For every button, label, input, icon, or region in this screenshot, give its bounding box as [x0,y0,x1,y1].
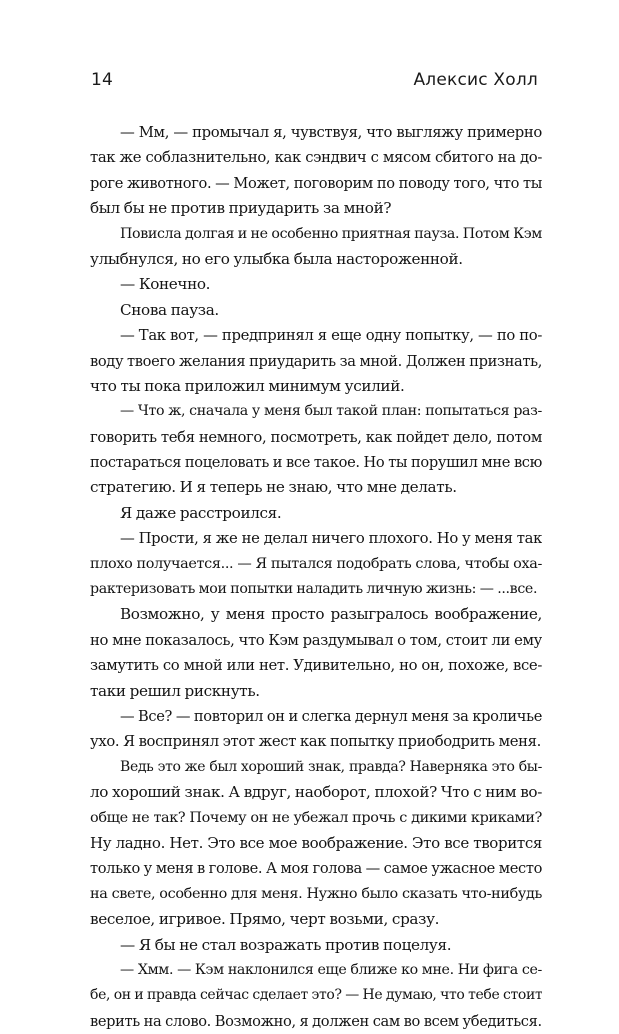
text-line: говорить тебя немного, посмотреть, как пойдет дело, потом [90,428,542,446]
text-line: Ведь это же был хороший знак, правда? Наверняка это бы- [120,758,542,775]
text-line: так же соблазнительно, как сэндвич с мясом сбитого на до- [90,149,542,167]
running-title-author: Алексис Холл [413,70,538,90]
text-line: но мне показалось, что Кэм раздумывал о том, стоит ли ему [90,631,542,649]
running-head [91,70,538,100]
text-line: был бы не против приударить за мной? [90,199,392,218]
text-line: Повисла долгая и не особенно приятная пауза. Потом Кэм [120,225,542,242]
text-line: роге животного. — Может, поговорим по поводу того, что ты [90,174,542,192]
text-line: ло хороший знак. А вдруг, наоборот, плохой? Что с ним во- [90,783,542,802]
text-line: воду твоего желания приударить за мной. Должен признать, [90,352,542,370]
text-line: верить на слово. Возможно, я должен сам во всем убедиться. [90,1012,542,1030]
page-number: 14 [91,70,114,90]
text-line: Снова пауза. [120,300,219,319]
text-line: Я даже расстроился. [120,503,282,522]
text-line: рактеризовать мои попытки наладить личную жизнь: — ...все. [90,581,538,598]
text-line: Ну ладно. Нет. Это все мое воображение. Это все творится [90,833,542,852]
text-line: — Все? — повторил он и слегка дернул меня за кроличье [120,707,542,725]
text-line: только у меня в голове. А моя голова — самое ужасное место [90,860,542,878]
text-line: — Прости, я же не делал ничего плохого. Но у меня так [120,530,542,548]
text-line: ухо. Я воспринял этот жест как попытку приободрить меня. [90,733,542,751]
text-line: — Мм, — промычал я, чувствуя, что выгляжу примерно [120,124,542,141]
text-line: таки решил рискнуть. [90,681,260,700]
text-line: обще не так? Почему он не убежал прочь с дикими криками? [90,809,542,826]
text-line: плохо получается... — Я пытался подобрать слова, чтобы оха- [90,555,542,572]
text-line: что ты пока приложил минимум усилий. [90,376,405,395]
text-line: — Так вот, — предпринял я еще одну попытку, — по по- [120,327,542,345]
text-line: замутить со мной или нет. Удивительно, но он, похоже, все- [90,657,542,675]
text-line: Возможно, у меня просто разыгралось воображение, [120,605,542,624]
text-line: постараться поцеловать и все такое. Но ты порушил мне всю [90,454,542,472]
text-line: стратегию. И я теперь не знаю, что мне делать. [90,478,457,497]
text-line: — Что ж, сначала у меня был такой план: попытаться раз- [120,403,542,420]
text-line: — Конечно. [120,275,211,294]
text-line: на свете, особенно для меня. Нужно было сказать что-нибудь [90,885,542,902]
text-line: бе, он и правда сейчас сделает это? — Не думаю, что тебе стоит [90,987,542,1004]
text-line: улыбнулся, но его улыбка была настороженной. [90,249,463,268]
text-line: — Я бы не стал возражать против поцелуя. [120,935,452,954]
text-line: веселое, игривое. Прямо, черт возьми, сразу. [90,910,440,929]
text-line: — Хмм. — Кэм наклонился еще ближе ко мне. Ни фига се- [120,961,542,978]
body-text [90,120,542,1034]
